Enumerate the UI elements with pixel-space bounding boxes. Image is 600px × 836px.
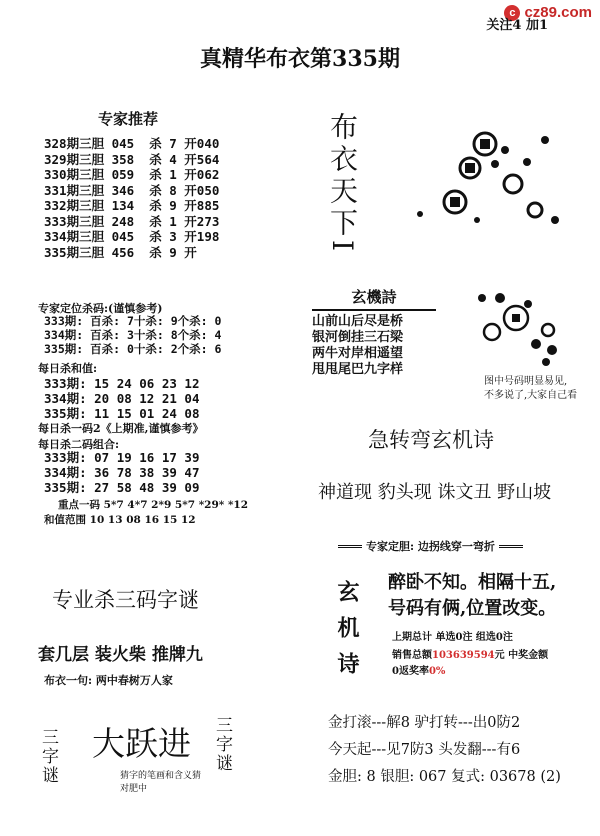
expert-row: 333期三胆 248 杀 1 开273: [44, 213, 220, 229]
return-rate: 0%: [428, 666, 446, 677]
expert-row: 328期三胆 045 杀 7 开040: [44, 136, 220, 151]
expert-row: 335期三胆 456 杀 9 开: [44, 244, 197, 260]
poem-heading: 玄機詩: [312, 286, 436, 311]
position-kill-row: 334期: 百杀: 3十杀: 8个杀: 4: [44, 328, 222, 342]
poem-line: 两牛对岸相遥望: [312, 346, 404, 361]
expert-row: 332期三胆 134 杀 9 开885: [44, 198, 220, 213]
one-code-line: 每日杀一码2《上期准,谨慎参考》: [38, 422, 204, 435]
riddle-title: 专业杀三码字谜: [52, 588, 199, 612]
coins-illustration: [395, 120, 575, 230]
buyi-line: 布衣一句: 两中春树万人家: [44, 674, 173, 687]
position-kill-list: [44, 314, 221, 356]
picture-note: 不多说了,大家自己看: [484, 390, 578, 401]
watermark: c cz89.com: [504, 4, 592, 21]
gold-line: 金胆: 8 银胆: 067 复式: 03678 (2): [328, 769, 561, 785]
buyi-tianxia-title: 布衣天下I: [326, 112, 359, 256]
gold-line: 今天起---见7防3 头发翻---有6: [328, 742, 521, 758]
big-riddle-note: 对肥中: [120, 784, 148, 794]
expert-set-text: 专家定胆: 边拐线穿一弯折: [366, 540, 495, 553]
two-code-list: [44, 450, 200, 495]
sum-kill-row: 335期: 11 15 01 24 08: [44, 406, 200, 421]
four-phrase-line: 神道现 豹头现 诛文丑 野山坡: [318, 482, 552, 503]
stats-line: 上期总计 单选0注 组选0注: [392, 632, 513, 643]
position-kill-row: 335期: 百杀: 0十杀: 2个杀: 6: [44, 342, 222, 356]
sum-kill-row: 333期: 15 24 06 23 12: [44, 376, 200, 391]
page-title: 真精华布衣第335期: [200, 46, 400, 72]
sum-kill-list: [44, 376, 200, 421]
stats-line: 销售总额103639594元 中奖金额: [392, 650, 549, 661]
left-three-char-riddle: 三字谜: [38, 728, 58, 785]
expert-heading: 专家推荐: [98, 110, 159, 128]
position-kill-heading: 专家定位杀码:(谨慎参考): [38, 302, 163, 315]
puzzle-picture: [466, 288, 576, 370]
divider: [499, 545, 523, 548]
stats-line: 0返奖率0%: [392, 666, 446, 677]
heavy-code-line: 重点一码 5*7 4*7 2*9 5*7 *29* *12: [58, 499, 249, 511]
two-code-row: 334期: 36 78 38 39 47: [44, 465, 200, 480]
sum-kill-heading: 每日杀和值:: [38, 362, 98, 375]
divider: [338, 545, 362, 548]
sum-range-line: 和值范围 10 13 08 16 15 12: [44, 514, 196, 526]
poem-line: 银河倒挂三石梁: [312, 330, 404, 345]
expert-list: [44, 136, 219, 260]
expert-row: 334期三胆 045 杀 3 开198: [44, 229, 220, 244]
poem-line: 甩甩尾巴九字样: [312, 362, 404, 377]
two-code-row: 333期: 07 19 16 17 39: [44, 450, 200, 465]
sum-kill-row: 334期: 20 08 12 21 04: [44, 391, 200, 406]
expert-row: 329期三胆 358 杀 4 开564: [44, 151, 220, 167]
gold-line: 金打滚---解8 驴打转---出0防2: [328, 715, 521, 731]
riddle-line: 套几层 装火柴 推牌九: [38, 645, 203, 665]
picture-note: 图中号码明显易见,: [484, 376, 568, 387]
big-riddle-word: 大跃进: [92, 724, 191, 763]
expert-row: 330期三胆 059 杀 1 开062: [44, 167, 220, 182]
site-logo-icon: c: [504, 5, 520, 21]
sharp-turn-title: 急转弯玄机诗: [368, 428, 494, 452]
poem-box: [312, 286, 436, 378]
position-kill-row: 333期: 百杀: 7十杀: 9个杀: 0: [44, 314, 222, 328]
expert-set-line: [338, 538, 523, 554]
corner-text: 关注4 加1: [486, 18, 548, 33]
right-three-char-riddle: 三字谜: [212, 716, 232, 773]
sales-amount: 103639594: [432, 650, 495, 661]
expert-row: 331期三胆 346 杀 8 开050: [44, 182, 220, 198]
drunk-line: 号码有俩,位置改变。: [388, 598, 557, 619]
poem-line: 山前山后尽是桥: [312, 314, 404, 329]
big-riddle-note: 猜字的笔画和含义猜: [120, 771, 202, 781]
xuanji-title: 玄机诗: [334, 580, 360, 688]
drunk-line: 醉卧不知。相隔十五,: [388, 572, 557, 593]
gold-block: [328, 710, 561, 791]
two-code-row: 335期: 27 58 48 39 09: [44, 480, 200, 495]
two-code-heading: 每日杀二码组合:: [38, 438, 120, 451]
